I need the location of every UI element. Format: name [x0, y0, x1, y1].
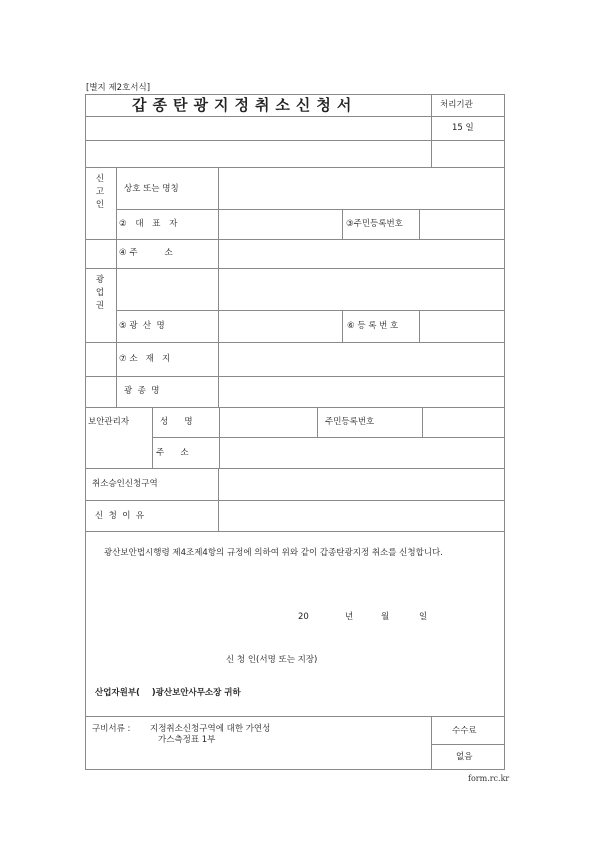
registration-number-field[interactable] — [420, 311, 504, 341]
safety-manager-resident-number-field[interactable] — [423, 408, 504, 436]
company-name-field[interactable] — [219, 168, 504, 208]
company-name-label: 상호 또는 명칭 — [124, 184, 179, 194]
form-title: 갑종탄광지정취소신청서 — [132, 96, 358, 114]
mineral-type-field[interactable] — [219, 377, 504, 406]
declaration-statement: 광산보안법시행령 제4조제4항의 규정에 의하여 위와 같이 갑종탄광지정 취소를 신청합니다. — [104, 548, 443, 558]
location-label: ⑦ 소 재 지 — [119, 354, 171, 364]
mine-name-field[interactable] — [219, 311, 341, 341]
processing-period: 15 일 — [452, 123, 474, 133]
safety-manager-address-label: 주 소 — [156, 448, 189, 458]
address-label: ④ 주 소 — [119, 248, 173, 258]
documents-label: 구비서류 : — [92, 724, 131, 734]
mining-right-section-label: 광업권 — [95, 275, 105, 311]
registration-number-label: ⑥ 등 록 번 호 — [347, 321, 399, 331]
mineral-type-label: 광 종 명 — [124, 386, 160, 396]
date-year-unit: 년 — [345, 612, 354, 622]
representative-label: ② 대 표 자 — [119, 219, 178, 229]
cancellation-area-field[interactable] — [219, 469, 504, 499]
fee-value: 없음 — [456, 752, 473, 762]
resident-number-field[interactable] — [420, 210, 504, 238]
watermark: form.rc.kr — [468, 774, 510, 783]
representative-field[interactable] — [219, 210, 341, 238]
safety-manager-label: 보안관리자 — [88, 417, 130, 427]
reason-field[interactable] — [219, 501, 504, 530]
resident-number-label: ③주민등록번호 — [346, 219, 403, 229]
address-field[interactable] — [219, 240, 504, 267]
location-field[interactable] — [219, 343, 504, 375]
safety-manager-name-label: 성 명 — [160, 417, 193, 427]
document-item-2: 가스측정표 1부 — [158, 735, 216, 745]
document-item-1: 지정취소신청구역에 대한 가연성 — [150, 724, 271, 734]
mining-right-field[interactable] — [117, 269, 504, 309]
addressee: 산업자원부( )광산보안사무소장 귀하 — [95, 688, 241, 698]
fee-label: 수수료 — [452, 726, 477, 736]
date-month-unit: 월 — [381, 612, 390, 622]
form-number: [별지 제2호서식] — [86, 83, 151, 93]
mine-name-label: ⑤ 광 산 명 — [119, 321, 165, 331]
reason-label: 신 청 이 유 — [95, 511, 145, 521]
safety-manager-name-field[interactable] — [220, 408, 316, 436]
date-day-unit: 일 — [419, 612, 428, 622]
safety-manager-address-field[interactable] — [220, 438, 504, 467]
cancellation-area-label: 취소승인신청구역 — [92, 479, 158, 489]
safety-manager-resident-number-label: 주민등록번호 — [325, 417, 375, 427]
signature-field[interactable] — [350, 650, 430, 668]
date-year: 20 — [298, 612, 309, 622]
processing-agency-label: 처리기관 — [440, 100, 473, 110]
applicant-section-label: 신고인 — [95, 174, 105, 210]
applicant-signature: 신 청 인(서명 또는 지장) — [226, 655, 318, 665]
